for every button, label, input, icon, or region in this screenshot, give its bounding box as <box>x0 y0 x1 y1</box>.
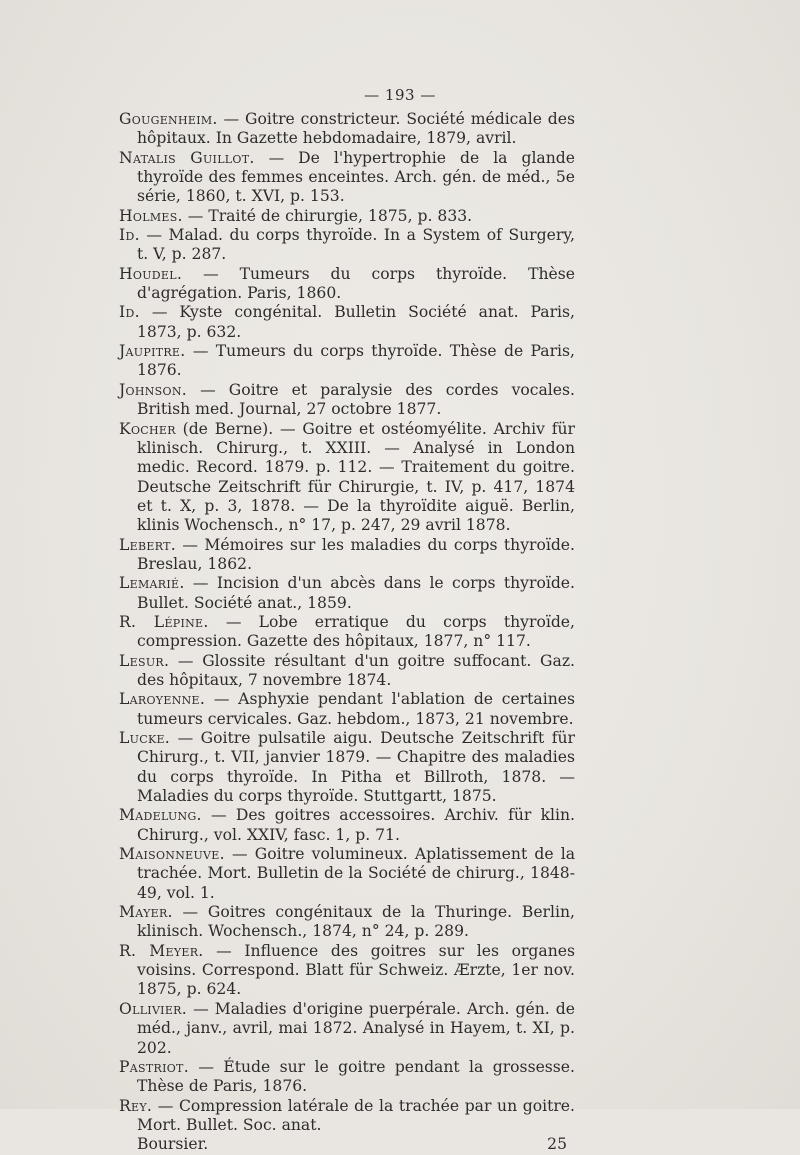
bibliography-entry <box>119 226 575 265</box>
entry-text: — Étude sur le goitre pendant la grossesse. Thèse de Paris, 1876. <box>137 1057 575 1096</box>
bibliography-entry <box>119 652 575 691</box>
entry-author: Jaupitre. <box>119 342 186 361</box>
entry-author: Lesur. <box>119 651 170 670</box>
entry-text: — Asphyxie pendant l'ablation de certaines tumeurs cervicales. Gaz. hebdom., 1873, 21 novembre. <box>137 690 575 728</box>
entry-text: — Goitre pulsatile aigu. Deutsche Zeitschrift für Chirurg., t. VII, janvier 1879. — Chapitre des maladies du corps thyroïde. In Pitha et Billroth, 1878. — Maladies du corps thyroïde. Stuttgartt, 1875. <box>137 729 575 806</box>
entry-author: Rey. <box>119 1096 153 1115</box>
entry-author: R. Lépine. <box>119 612 209 631</box>
sheet-number: 25 <box>547 1135 567 1154</box>
entry-author: Maisonneuve. <box>119 845 225 864</box>
entry-text: — Lobe erratique du corps thyroïde, compression. Gazette des hôpitaux, 1877, n° 117. <box>137 612 575 651</box>
entry-text: — Glossite résultant d'un goitre suffocant. Gaz. des hôpitaux, 7 novembre 1874. <box>137 651 575 689</box>
entry-text: — Incision d'un abcès dans le corps thyroïde. Bullet. Société anat., 1859. <box>137 574 575 612</box>
entry-author: Johnson. <box>119 380 188 399</box>
page-footer <box>119 1135 575 1154</box>
entry-author: Pastriot. <box>119 1057 189 1076</box>
entry-author: Laroyenne. <box>119 690 206 709</box>
entry-text: — Mémoires sur les maladies du corps thyroïde. Breslau, 1862. <box>137 535 575 573</box>
entry-author: Houdel. <box>119 264 183 283</box>
bibliography-entry <box>119 420 575 536</box>
entry-text: — Des goitres accessoires. Archiv. für klin. Chirurg., vol. XXIV, fasc. 1, p. 71. <box>137 806 575 844</box>
bibliography-entry <box>119 207 575 226</box>
bibliography-entry <box>119 613 575 652</box>
bibliography-entry <box>119 1097 575 1136</box>
bibliography-entry <box>119 149 575 207</box>
entry-text: (de Berne). — Goitre et ostéomyélite. Archiv für klinisch. Chirurg., t. XXIII. — Analysé in London medic. Record. 1879. p. 112. — Traitement du goitre. Deutsche Zeitschrift für Chirurgie, t. IV, p. 417, 1874 et t. X, p. 3, 1878. — De la thyroïdite aiguë. Berlin, klinis Wochensch., n° 17, p. 247, 29 avril 1878. <box>137 419 575 535</box>
entry-text: — Goitre constricteur. Société médicale des hôpitaux. In Gazette hebdomadaire, 1879, avril. <box>137 110 575 148</box>
entry-text: — Traité de chirurgie, 1875, p. 833. <box>182 206 473 225</box>
entry-text: — Tumeurs du corps thyroïde. Thèse de Paris, 1876. <box>137 342 575 380</box>
entry-text: — Goitres congénitaux de la Thuringe. Berlin, klinisch. Wochensch., 1874, n° 24, p. 289. <box>137 903 575 941</box>
entry-author: R. Meyer. <box>119 941 204 960</box>
bibliography-entry <box>119 536 575 575</box>
entry-author: Id. <box>119 303 140 322</box>
entry-text: — Goitre volumineux. Aplatissement de la trachée. Mort. Bulletin de la Société de chirurg., 1848-49, vol. 1. <box>137 845 575 902</box>
entry-author: Ollivier. <box>119 999 187 1018</box>
bibliography-entry <box>119 690 575 729</box>
entry-author: Lebert. <box>119 535 176 554</box>
bibliography-entry <box>119 110 575 149</box>
entry-author: Gougenheim. <box>119 110 218 128</box>
entry-text: — Influence des goitres sur les organes voisins. Correspond. Blatt für Schweiz. Ærzte, 1er nov. 1875, p. 624. <box>137 941 575 999</box>
entry-author: Lemarié. <box>119 574 185 593</box>
entry-author: Lucke. <box>119 729 171 747</box>
bibliography-entry <box>119 342 575 381</box>
entry-text: — Goitre et paralysie des cordes vocales. British med. Journal, 27 octobre 1877. <box>137 380 575 419</box>
bibliography-entry <box>119 1058 575 1097</box>
entry-author: Holmes. <box>119 206 183 225</box>
entry-text: — Tumeurs du corps thyroïde. Thèse d'agrégation. Paris, 1860. <box>137 264 575 303</box>
entry-text: — Maladies d'origine puerpérale. Arch. gén. de méd., janv., avril, mai 1872. Analysé in Hayem, t. XI, p. 202. <box>137 999 575 1057</box>
bibliography-entry <box>119 806 575 845</box>
entry-author: Natalis Guillot. <box>119 148 255 167</box>
printer-signature: Boursier. <box>137 1135 209 1154</box>
entry-text: — De l'hypertrophie de la glande thyroïde des femmes enceintes. Arch. gén. de méd., 5e série, 1860, t. XVI, p. 153. <box>137 148 575 206</box>
bibliography-entry <box>119 942 575 1000</box>
bibliography-entry <box>119 903 575 942</box>
bibliography-entry <box>119 265 575 304</box>
entry-author: Mayer. <box>119 903 173 922</box>
bibliography-entry <box>119 845 575 903</box>
bibliography-entry <box>119 1000 575 1058</box>
entry-author: Kocher <box>119 419 176 438</box>
bibliography-entry <box>119 729 575 806</box>
entry-author: Madelung. <box>119 806 202 825</box>
entry-text: — Kyste congénital. Bulletin Société anat. Paris, 1873, p. 632. <box>137 303 575 341</box>
entry-author: Id. <box>119 226 140 245</box>
page-number: — 193 — <box>364 86 436 104</box>
bibliography-entry <box>119 381 575 420</box>
bibliography-list <box>119 110 575 1154</box>
entry-text: — Malad. du corps thyroïde. In a System of Surgery, t. V, p. 287. <box>137 226 575 264</box>
bibliography-entry <box>119 303 575 342</box>
entry-text: — Compression latérale de la trachée par un goitre. Mort. Bullet. Soc. anat. <box>137 1096 575 1134</box>
bibliography-entry <box>119 574 575 613</box>
